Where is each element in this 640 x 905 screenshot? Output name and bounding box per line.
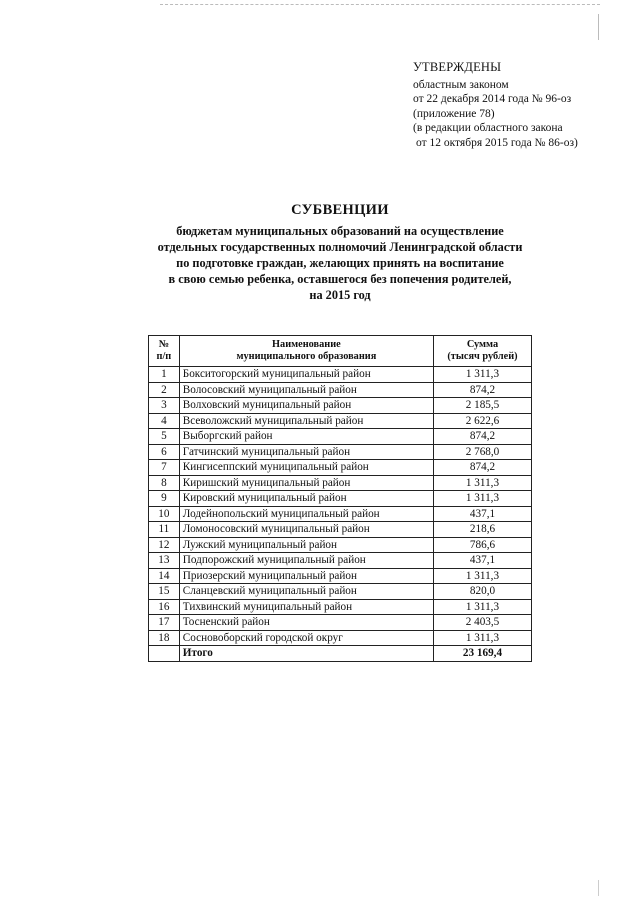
row-sum: 874,2 bbox=[433, 429, 531, 445]
header-num-line2: п/п bbox=[156, 351, 172, 362]
row-num: 8 bbox=[149, 475, 180, 491]
approval-head: УТВЕРЖДЕНЫ bbox=[413, 60, 502, 74]
header-sum-line2: (тысяч рублей) bbox=[447, 351, 518, 362]
title-line: отдельных государственных полномочий Ленинградской области bbox=[157, 240, 523, 254]
approval-line: от 22 декабря 2014 года № 96-оз bbox=[413, 93, 572, 105]
table-row bbox=[149, 491, 532, 507]
table-row bbox=[149, 413, 532, 429]
header-num-line1: № bbox=[158, 339, 170, 350]
table-row bbox=[149, 568, 532, 584]
title-line: по подготовке граждан, желающих принять на воспитание bbox=[176, 256, 504, 270]
scan-edge-mark bbox=[598, 880, 599, 896]
row-sum: 1 311,3 bbox=[433, 367, 531, 383]
table-row bbox=[149, 460, 532, 476]
row-sum: 2 185,5 bbox=[433, 398, 531, 414]
table-row bbox=[149, 398, 532, 414]
table-row bbox=[149, 382, 532, 398]
row-num: 10 bbox=[149, 506, 180, 522]
row-sum: 1 311,3 bbox=[433, 599, 531, 615]
row-num: 15 bbox=[149, 584, 180, 600]
row-name: Сосновоборский городской округ bbox=[179, 630, 433, 646]
row-num: 14 bbox=[149, 568, 180, 584]
document-title bbox=[0, 201, 640, 303]
header-name bbox=[179, 336, 433, 367]
row-num: 17 bbox=[149, 615, 180, 631]
row-sum: 2 622,6 bbox=[433, 413, 531, 429]
row-name: Всеволожский муниципальный район bbox=[179, 413, 433, 429]
row-num: 4 bbox=[149, 413, 180, 429]
row-sum: 2 403,5 bbox=[433, 615, 531, 631]
table-row bbox=[149, 475, 532, 491]
total-sum: 23 169,4 bbox=[433, 646, 531, 662]
table-row bbox=[149, 584, 532, 600]
row-name: Кингисеппский муниципальный район bbox=[179, 460, 433, 476]
table-row bbox=[149, 444, 532, 460]
table-row bbox=[149, 429, 532, 445]
row-num: 16 bbox=[149, 599, 180, 615]
row-name: Тосненский район bbox=[179, 615, 433, 631]
title-line: в свою семью ребенка, оставшегося без попечения родителей, bbox=[168, 272, 512, 286]
row-name: Бокситогорский муниципальный район bbox=[179, 367, 433, 383]
header-name-line2: муниципального образования bbox=[236, 351, 377, 362]
header-sum bbox=[433, 336, 531, 367]
row-num: 13 bbox=[149, 553, 180, 569]
row-name: Волховский муниципальный район bbox=[179, 398, 433, 414]
approval-line: (приложение 78) bbox=[413, 107, 495, 120]
row-num: 3 bbox=[149, 398, 180, 414]
row-sum: 437,1 bbox=[433, 553, 531, 569]
total-label: Итого bbox=[179, 646, 433, 662]
row-name: Тихвинский муниципальный район bbox=[179, 599, 433, 615]
table-row bbox=[149, 553, 532, 569]
row-name: Лужский муниципальный район bbox=[179, 537, 433, 553]
row-name: Кировский муниципальный район bbox=[179, 491, 433, 507]
row-sum: 2 768,0 bbox=[433, 444, 531, 460]
approval-line: от 12 октября 2015 года № 86-оз) bbox=[416, 136, 578, 149]
table-row bbox=[149, 630, 532, 646]
title-line: на 2015 год bbox=[309, 288, 371, 302]
row-sum: 218,6 bbox=[433, 522, 531, 538]
row-sum: 1 311,3 bbox=[433, 630, 531, 646]
table-row bbox=[149, 615, 532, 631]
row-name: Приозерский муниципальный район bbox=[179, 568, 433, 584]
row-num: 1 bbox=[149, 367, 180, 383]
header-sum-line1: Сумма bbox=[466, 339, 499, 350]
approval-stamp bbox=[413, 60, 578, 150]
row-name: Волосовский муниципальный район bbox=[179, 382, 433, 398]
table-row bbox=[149, 522, 532, 538]
table-row bbox=[149, 537, 532, 553]
row-name: Киришский муниципальный район bbox=[179, 475, 433, 491]
table-row bbox=[149, 367, 532, 383]
row-num: 2 bbox=[149, 382, 180, 398]
row-sum: 874,2 bbox=[433, 460, 531, 476]
row-num: 6 bbox=[149, 444, 180, 460]
row-sum: 874,2 bbox=[433, 382, 531, 398]
approval-line: (в редакции областного закона bbox=[413, 122, 563, 134]
row-sum: 1 311,3 bbox=[433, 568, 531, 584]
header-name-line1: Наименование bbox=[272, 339, 341, 350]
header-num bbox=[149, 336, 180, 367]
row-name: Гатчинский муниципальный район bbox=[179, 444, 433, 460]
row-sum: 1 311,3 bbox=[433, 491, 531, 507]
scan-edge-line bbox=[160, 4, 600, 5]
row-num: 12 bbox=[149, 537, 180, 553]
row-num: 5 bbox=[149, 429, 180, 445]
row-name: Ломоносовский муниципальный район bbox=[179, 522, 433, 538]
table-row bbox=[149, 599, 532, 615]
approval-line: областным законом bbox=[413, 78, 509, 91]
row-num: 18 bbox=[149, 630, 180, 646]
row-name: Сланцевский муниципальный район bbox=[179, 584, 433, 600]
row-sum: 820,0 bbox=[433, 584, 531, 600]
row-num: 11 bbox=[149, 522, 180, 538]
row-sum: 1 311,3 bbox=[433, 475, 531, 491]
row-sum: 437,1 bbox=[433, 506, 531, 522]
total-num bbox=[149, 646, 180, 662]
row-sum: 786,6 bbox=[433, 537, 531, 553]
row-name: Выборгский район bbox=[179, 429, 433, 445]
row-name: Лодейнопольский муниципальный район bbox=[179, 506, 433, 522]
table-row bbox=[149, 506, 532, 522]
subventions-table bbox=[148, 335, 532, 662]
title-main: СУБВЕНЦИИ bbox=[291, 202, 389, 218]
row-name: Подпорожский муниципальный район bbox=[179, 553, 433, 569]
scan-edge-mark bbox=[598, 14, 599, 40]
title-line: бюджетам муниципальных образований на осуществление bbox=[176, 224, 504, 238]
row-num: 7 bbox=[149, 460, 180, 476]
table-total-row bbox=[149, 646, 532, 662]
table-header-row bbox=[149, 336, 532, 367]
row-num: 9 bbox=[149, 491, 180, 507]
